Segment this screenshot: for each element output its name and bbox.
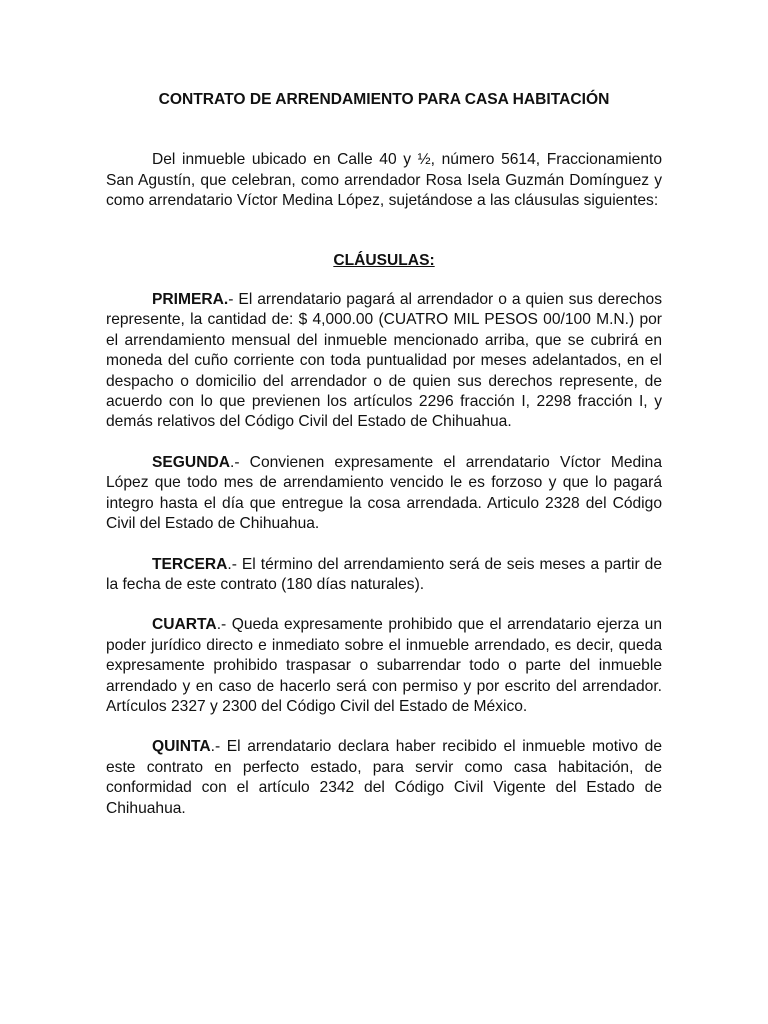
clause-label: SEGUNDA [152,453,230,471]
document-page [106,90,662,819]
clause-label: CUARTA [152,616,217,634]
clause-tercera [106,555,662,596]
clause-text: - El arrendatario pagará al arrendador o a quien sus derechos represente, la cantidad de: $ 4,000.00 (CUATRO MIL PESOS 00/100 M.N.) por el arrendamiento mensual del inmueble mencionado arriba, que se cubrirá en moneda del cuño corriente con toda puntualidad por meses adelantados, en el despacho o domicilio del arrendador o de quien sus derechos represente, de acuerdo con lo que previenen los artículos 2296 fracción I, 2298 fracción I, y demás relativos del Código Civil del Estado de Chihuahua. [106,291,662,431]
clause-cuarta [106,615,662,717]
clause-quinta [106,737,662,819]
clause-primera [106,290,662,433]
clause-segunda [106,453,662,535]
document-title: CONTRATO DE ARRENDAMIENTO PARA CASA HABITACIÓN [158,91,610,108]
clause-label: QUINTA [152,738,211,756]
clause-text: .- Queda expresamente prohibido que el arrendatario ejerza un poder jurídico directo e inmediato sobre el inmueble arrendado, es decir, queda expresamente prohibido traspasar o subarrendar todo o parte del inmueble arrendado y en caso de hacerlo será con permiso y por escrito del arrendador. Artículos 2327 y 2300 del Código Civil del Estado de México. [106,616,662,715]
intro-paragraph: Del inmueble ubicado en Calle 40 y ½, número 5614, Fraccionamiento San Agustín, que celebran, como arrendador Rosa Isela Guzmán Domínguez y como arrendatario Víctor Medina López, sujetándose a las cláusulas siguientes: [106,151,662,210]
clause-text: .- El término del arrendamiento será de seis meses a partir de la fecha de este contrato (180 días naturales). [106,555,662,593]
clause-label: TERCERA [152,555,228,573]
clauses-heading: CLÁUSULAS: [333,251,435,269]
clause-text: .- Convienen expresamente el arrendatario Víctor Medina López que todo mes de arrendamiento vencido le es forzoso y que lo pagará integro hasta el día que entregue la cosa arrendada. Articulo 2328 del Código Civil del Estado de Chihuahua. [106,453,662,533]
clause-text: .- El arrendatario declara haber recibido el inmueble motivo de este contrato en perfecto estado, para servir como casa habitación, de conformidad con el artículo 2342 del Código Civil Vigente del Estado de Chihuahua. [106,738,662,817]
clause-label: PRIMERA. [152,291,229,309]
